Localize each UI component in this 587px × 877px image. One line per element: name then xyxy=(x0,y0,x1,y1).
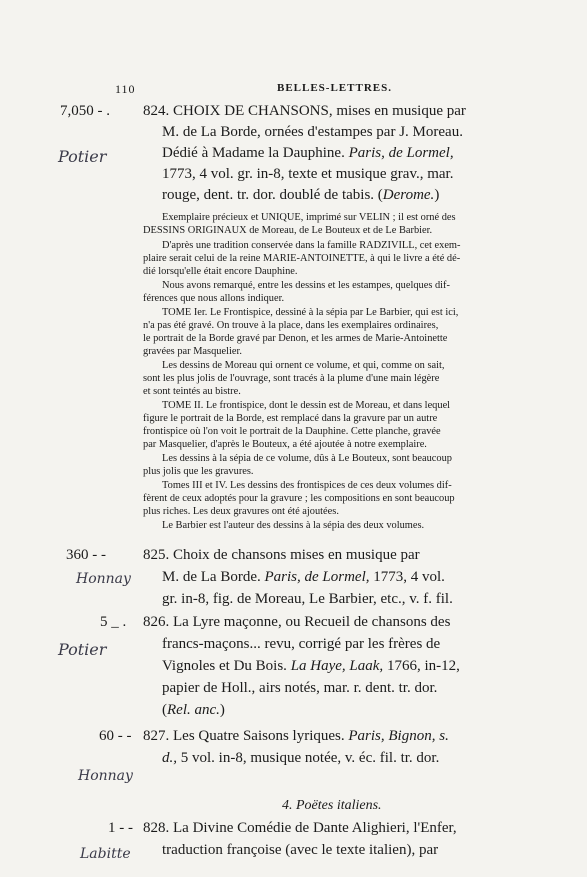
entry-825-line-3: gr. in-8, fig. de Moreau, Le Barbier, etc., v. f. fil. xyxy=(162,591,453,607)
entry-824-line-4: 1773, 4 vol. gr. in-8, texte et musique grav., mar. xyxy=(162,166,454,182)
note-line: Tomes III et IV. Les dessins des frontispices de ces deux volumes dif- xyxy=(162,480,452,491)
entry-825-line-1: 825. Choix de chansons mises en musique par xyxy=(143,547,420,563)
note-line: fèrent de ceux adoptés pour la gravure ; les compositions en sont beaucoup xyxy=(143,493,455,504)
note-line: le portrait de la Borde gravé par Denon, et les armes de Marie-Antoinette xyxy=(143,333,448,344)
note-line: TOME Ier. Le Frontispice, dessiné à la sépia par Le Barbier, qui est ici, xyxy=(162,307,459,318)
note-line: sont les plus jolis de l'ouvrage, sont tracés à la plume d'une main légère xyxy=(143,373,440,384)
note-line: Les dessins de Moreau qui ornent ce volume, et qui, comme on sait, xyxy=(162,360,445,371)
price-828: 1 - - xyxy=(108,820,133,836)
note-line: D'après une tradition conservée dans la famille RADZIVILL, cet exem- xyxy=(162,240,461,251)
note-line: gravées par Masquelier. xyxy=(143,346,242,357)
price-824: 7,050 - . xyxy=(60,103,110,119)
note-line: Nous avons remarqué, entre les dessins et les estampes, quelques dif- xyxy=(162,280,450,291)
note-line: férences que nous allons indiquer. xyxy=(143,293,285,304)
entry-828-line-2: traduction françoise (avec le texte italien), par xyxy=(162,842,439,858)
entry-824-line-2: M. de La Borde, ornées d'estampes par J. Moreau. xyxy=(162,124,463,140)
note-line: et sont teintés au bistre. xyxy=(143,386,241,397)
entry-827-line-2: d., 5 vol. in-8, musique notée, v. éc. fil. tr. dor. xyxy=(162,750,440,766)
entry-826-line-1: 826. La Lyre maçonne, ou Recueil de chansons des xyxy=(143,614,451,630)
running-header xyxy=(0,82,587,102)
price-827: 60 - - xyxy=(99,728,132,744)
section-title: BELLES-LETTRES. xyxy=(277,82,392,94)
entry-826-line-3: Vignoles et Du Bois. La Haye, Laak, 1766, in-12, xyxy=(162,658,460,674)
entry-824-line-1: 824. CHOIX DE CHANSONS, mises en musique par xyxy=(143,103,466,119)
buyer-827: Honnay xyxy=(78,768,133,784)
buyer-826: Potier xyxy=(58,640,107,659)
price-826: 5 _ . xyxy=(100,614,127,630)
note-line: n'a pas été gravé. On trouve à la place, dans les exemplaires ordinaires, xyxy=(143,320,439,331)
buyer-828: Labitte xyxy=(80,846,131,862)
entry-826-line-4: papier de Holl., airs notés, mar. r. dent. tr. dor. xyxy=(162,680,438,696)
buyer-824: Potier xyxy=(58,147,107,166)
note-line: TOME II. Le frontispice, dont le dessin est de Moreau, et dans lequel xyxy=(162,400,451,411)
entry-826-line-2: francs-maçons... revu, corrigé par les frères de xyxy=(162,636,441,652)
note-line: plaire serait celui de la reine MARIE-ANTOINETTE, à qui le livre a été dé- xyxy=(143,253,461,264)
note-line: par Masquelier, d'après le Bouteux, a été ajoutée à notre exemplaire. xyxy=(143,439,427,450)
entry-827-line-1: 827. Les Quatre Saisons lyriques. Paris, Bignon, s. xyxy=(143,728,449,744)
note-line: frontispice où l'on voit le portrait de la Dauphine. Cette planche, gravée xyxy=(143,426,441,437)
note-line: plus riches. Les deux gravures ont été ajoutées. xyxy=(143,506,339,517)
entry-826-line-5: (Rel. anc.) xyxy=(162,702,225,718)
note-line: Exemplaire précieux et UNIQUE, imprimé sur VELIN ; il est orné des xyxy=(162,212,456,223)
note-line: dié lorsqu'elle était encore Dauphine. xyxy=(143,266,298,277)
page-number: 110 xyxy=(115,82,136,96)
entry-825-line-2: M. de La Borde. Paris, de Lormel, 1773, 4 vol. xyxy=(162,569,445,585)
entry-824-line-3: Dédié à Madame la Dauphine. Paris, de Lormel, xyxy=(162,145,454,161)
entry-824-line-5: rouge, dent. tr. dor. doublé de tabis. (Derome.) xyxy=(162,187,440,203)
entry-828-line-1: 828. La Divine Comédie de Dante Alighieri, l'Enfer, xyxy=(143,820,457,836)
note-line: plus jolis que les gravures. xyxy=(143,466,254,477)
note-line: figure le portrait de la Borde, est remplacé dans la gravure par un autre xyxy=(143,413,438,424)
section-subheading: 4. Poëtes italiens. xyxy=(282,798,382,813)
price-825: 360 - - xyxy=(66,547,106,563)
note-line: Le Barbier est l'auteur des dessins à la sépia des deux volumes. xyxy=(162,520,425,531)
note-line: DESSINS ORIGINAUX de Moreau, de Le Bouteux et de Le Barbier. xyxy=(143,225,433,236)
buyer-825: Honnay xyxy=(76,571,131,587)
note-line: Les dessins à la sépia de ce volume, dûs à Le Bouteux, sont beaucoup xyxy=(162,453,452,464)
